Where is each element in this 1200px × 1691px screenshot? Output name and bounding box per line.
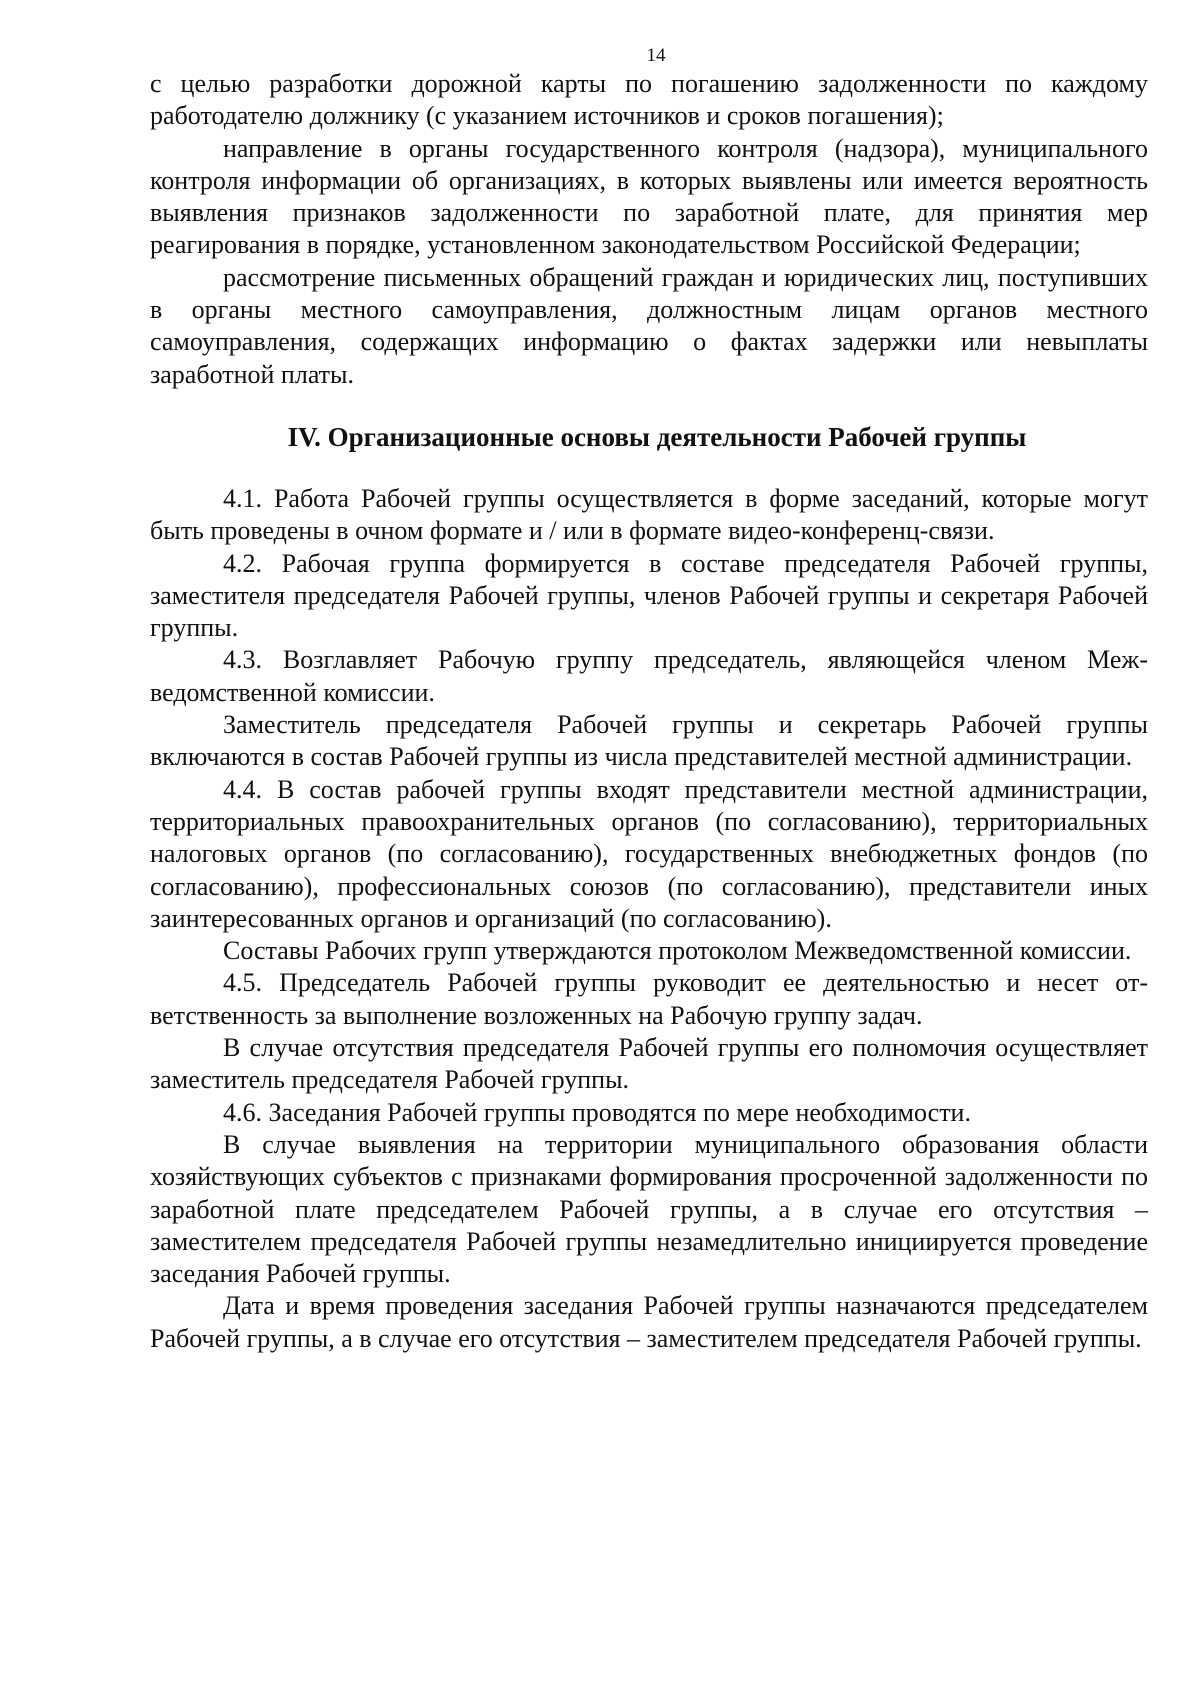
- paragraph: рассмотрение письменных обращений граждан и юридических лиц, поступивших в органы местного самоуправления, должностным лицам органов местного самоуправления, содержащих информацию о фактах задержки или невыплаты заработной платы.: [150, 262, 1148, 389]
- paragraph-4-6: 4.6. Заседания Рабочей группы проводятся по мере необходимости.: [223, 1097, 971, 1127]
- paragraph-4-3: 4.3. Возглавляет Рабочую группу председатель, являющейся членом Межведомственной комиссии.: [150, 645, 1148, 707]
- spacer: [150, 453, 1148, 483]
- paragraph-continuation: с целью разработки дорожной карты по погашению задолженности по каждому работодателю должнику (с указанием источников и сроков погашения);: [150, 69, 1148, 131]
- paragraph-4-4: 4.4. В состав рабочей группы входят представители местной администрации, территориальных правоохранительных органов (по согласованию), территориальных налоговых органов (по согласованию), государственных внебюджетных фондов (по согласованию), профессиональных союзов (по согласованию), представители иных заинтересованных органов и организаций (по согласованию).: [150, 774, 1148, 933]
- page-number: 14: [646, 45, 666, 66]
- spacer: [150, 391, 1148, 421]
- document-page: [150, 44, 1148, 1355]
- section-title: IV. Организационные основы деятельности Рабочей группы: [287, 421, 1027, 452]
- paragraph: направление в органы государственного контроля (надзора), муниципального контроля информации об организациях, в которых выявлены или имеется вероятность выявления признаков задолженности по заработной плате, для принятия мер реагирования в порядке, установленном законодательством Российской Федерации;: [150, 133, 1148, 260]
- paragraph: В случае отсутствия председателя Рабочей группы его полномочия осуществляет заместитель председателя Рабочей группы.: [150, 1033, 1148, 1095]
- paragraph: Составы Рабочих групп утверждаются протоколом Межведомственной комиссии.: [223, 936, 1132, 966]
- paragraph-4-1: 4.1. Работа Рабочей группы осуществляется в форме заседаний, которые могут быть проведены в очном формате и / или в формате видео-конференц-связи.: [150, 483, 1148, 546]
- paragraph: В случае выявления на территории муниципального образования области хозяйствующих субъектов с признаками формирования просроченной задолженности по заработной плате председателем Рабочей группы, а в случае его отсутствия – заместителем председателя Рабочей группы незамедлительно инициируется проведение заседания Рабочей группы.: [150, 1129, 1148, 1289]
- paragraph-4-5: 4.5. Председатель Рабочей группы руководит ее деятельностью и несет ответственность за выполнение возложенных на Рабочую группу задач.: [150, 968, 1148, 1030]
- paragraph-4-2: 4.2. Рабочая группа формируется в составе председателя Рабочей группы, заместителя председателя Рабочей группы, членов Рабочей группы и секретаря Рабочей группы.: [150, 548, 1148, 643]
- paragraph: Заместитель председателя Рабочей группы и секретарь Рабочей группы включаются в состав Рабочей группы из числа представителей местной администрации.: [150, 710, 1148, 772]
- paragraph: Дата и время проведения заседания Рабочей группы назначаются председателем Рабочей группы, а в случае его отсутствия – заместителем председателя Рабочей группы.: [150, 1291, 1148, 1353]
